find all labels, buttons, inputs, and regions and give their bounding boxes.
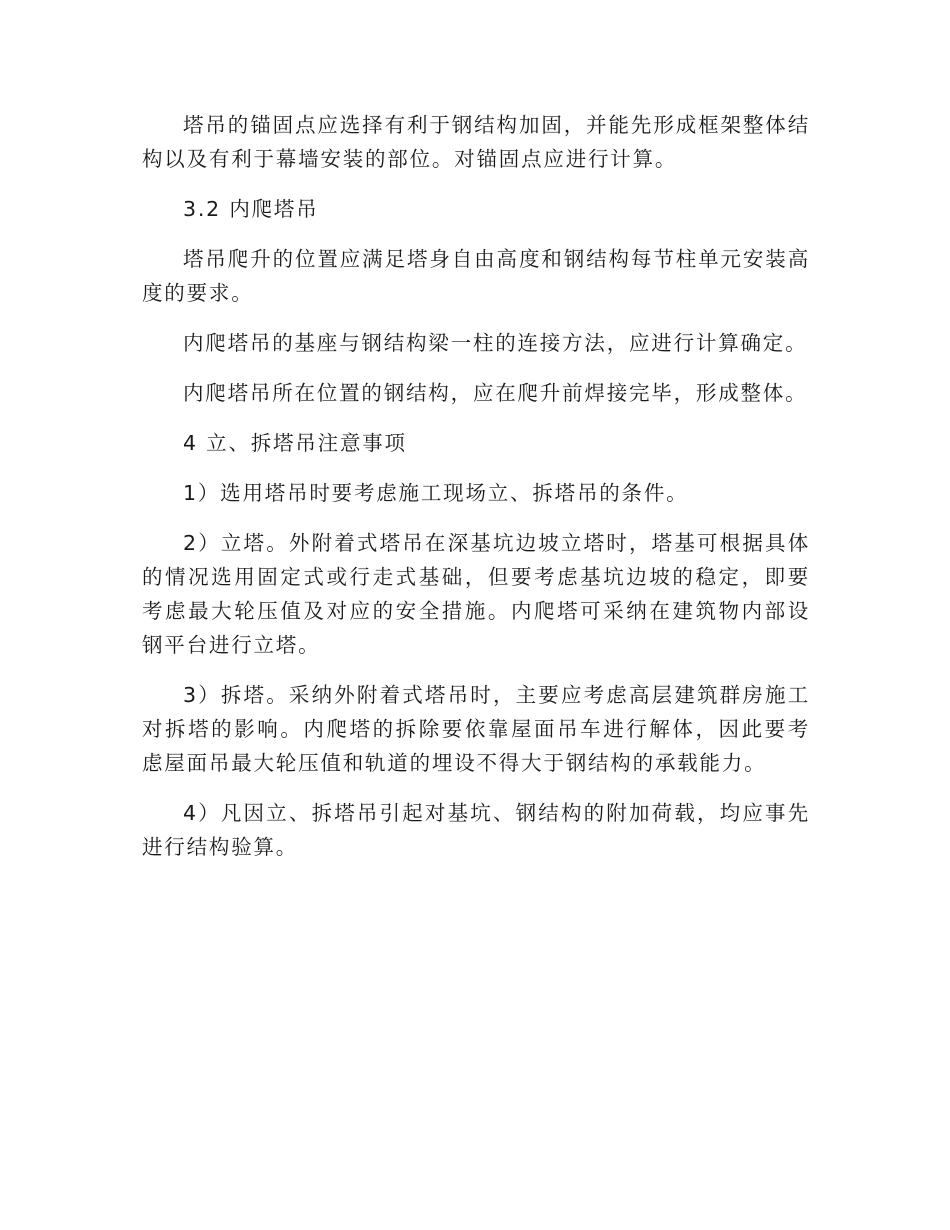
list-item-3: 3）拆塔。采纳外附着式塔吊时，主要应考虑高层建筑群房施工对拆塔的影响。内爬塔的拆除要依靠屋面吊车进行解体，因此要考虑屋面吊最大轮压值和轨道的埋设不得大于钢结构的承载能力。 xyxy=(142,683,810,775)
paragraph-anchor-points: 塔吊的锚固点应选择有利于钢结构加固，并能先形成框架整体结构以及有利于幕墙安装的部位。对锚固点应进行计算。 xyxy=(142,113,810,171)
paragraph-base-connection: 内爬塔吊的基座与钢结构梁一柱的连接方法，应进行计算确定。 xyxy=(183,331,808,355)
paragraph-welding-completion: 内爬塔吊所在位置的钢结构，应在爬升前焊接完毕，形成整体。 xyxy=(183,381,808,405)
heading-inner-climbing-crane: 3.2 内爬塔吊 xyxy=(183,197,319,221)
list-item-2: 2）立塔。外附着式塔吊在深基坑边坡立塔时，塔基可根据具体的情况选用固定式或行走式基础，但要考虑基坑边坡的稳定，即要考虑最大轮压值及对应的安全措施。内爬塔可采纳在建筑物内部设钢平台进行立塔。 xyxy=(142,531,810,657)
list-item-4: 4）凡因立、拆塔吊引起对基坑、钢结构的附加荷载，均应事先进行结构验算。 xyxy=(142,801,810,859)
document-body xyxy=(142,108,810,880)
heading-erection-dismantling: 4 立、拆塔吊注意事项 xyxy=(183,431,407,455)
list-item-1: 1）选用塔吊时要考虑施工现场立、拆塔吊的条件。 xyxy=(183,481,689,505)
paragraph-climbing-position: 塔吊爬升的位置应满足塔身自由高度和钢结构每节柱单元安装高度的要求。 xyxy=(142,247,810,305)
